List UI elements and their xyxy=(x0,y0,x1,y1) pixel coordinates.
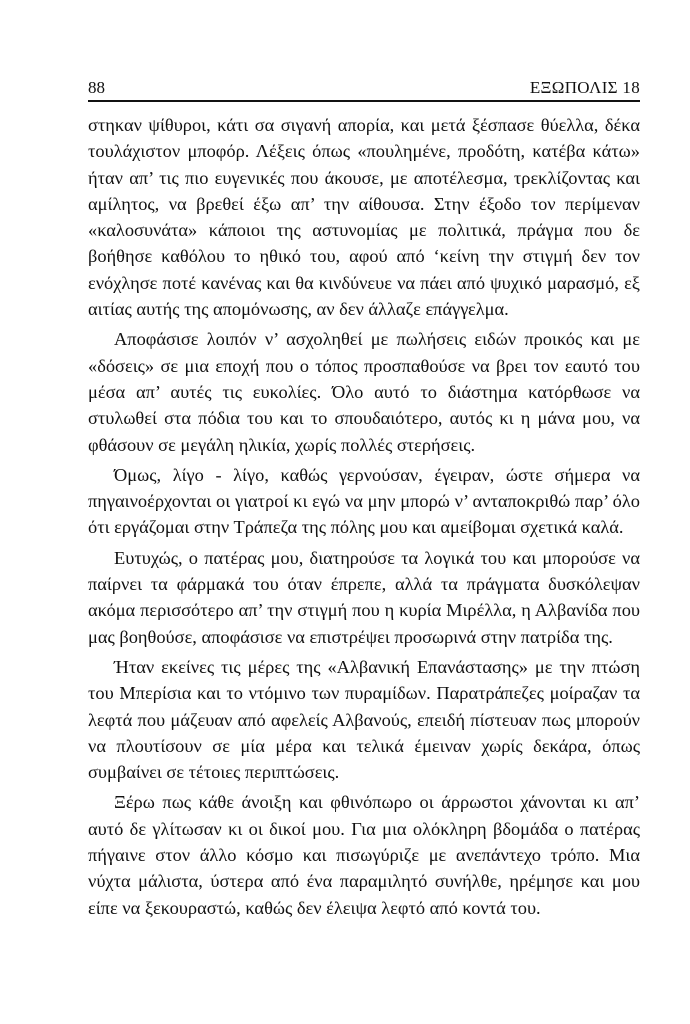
header-rule xyxy=(88,100,640,102)
paragraph: στηκαν ψίθυροι, κάτι σα σιγανή απορία, και μετά ξέσπασε θύελλα, δέκα τουλάχιστον μποφόρ. Λέξεις όπως «πουλημένε, προδότη, κατέβα κάτω» ήταν απ’ τις πιο ευγενικές που άκουσε, με αποτέλεσμα, τρεκλίζοντας και αμίλητος, να βρεθεί έξω απ’ την αίθουσα. Στην έξοδο τον περίμεναν «καλοσυνάτα» κάποιοι της αστυνομίας με πολιτικά, πράγμα που δε βοήθησε καθόλου το ηθικό του, αφού από ‘κείνη την στιγμή δεν τον ενόχλησε ποτέ κανένας και θα κινδύνευε να πάει από ψυχικό μαρασμό, εξ αιτίας αυτής της απομόνωσης, αν δεν άλλαζε επάγγελμα. xyxy=(88,115,640,320)
page-number: 88 xyxy=(88,78,105,97)
body-text xyxy=(88,112,640,925)
paragraph: Αποφάσισε λοιπόν ν’ ασχοληθεί με πωλήσεις ειδών προικός και με «δόσεις» σε μια εποχή που ο τόπος προσπαθούσε να βρει τον εαυτό του μέσα απ’ αυτές τις ευκολίες. Όλο αυτό το διάστημα κατόρθωσε να στυλωθεί στα πόδια του και το σπουδαιότερο, αυτός κι η μάνα μου, να φθάσουν σε μεγάλη ηλικία, χωρίς πολλές στερήσεις. xyxy=(88,329,640,455)
paragraph: Ξέρω πως κάθε άνοιξη και φθινόπωρο οι άρρωστοι χάνονται κι απ’ αυτό δε γλίτωσαν κι οι δικοί μου. Για μια ολόκληρη βδομάδα ο πατέρας πήγαινε στον άλλο κόσμο και πισωγύριζε με ανεπάντεχο τρόπο. Μια νύχτα μάλιστα, ύστερα από ένα παραμιλητό συνήλθε, ηρέμησε και μου είπε να ξεκουραστώ, καθώς δεν έλειψα λεφτό από κοντά του. xyxy=(88,792,640,918)
paragraph: Ευτυχώς, ο πατέρας μου, διατηρούσε τα λογικά του και μπορούσε να παίρνει τα φάρμακά του όταν έπρεπε, αλλά τα πράγματα δυσκόλεψαν ακόμα περισσότερο απ’ την στιγμή που η κυρία Μιρέλλα, η Αλβανίδα που μας βοηθούσε, αποφάσισε να επιστρέψει προσωρινά στην πατρίδα της. xyxy=(88,547,640,647)
running-header xyxy=(88,74,640,100)
paragraph: Ήταν εκείνες τις μέρες της «Αλβανική Επανάστασης» με την πτώση του Μπερίσια και το ντόμινο των πυραμίδων. Παρατράπεζες μοίραζαν τα λεφτά που μάζευαν από αφελείς Αλβανούς, επειδή πίστευαν πως μπορούν να πλουτίσουν σε μία μέρα και τελικά έμειναν χωρίς δεκάρα, όπως συμβαίνει σε τέτοιες περιπτώσεις. xyxy=(88,656,640,783)
journal-title: ΕΞΩΠΟΛΙΣ 18 xyxy=(529,78,640,97)
paragraph: Όμως, λίγο - λίγο, καθώς γερνούσαν, έγειραν, ώστε σήμερα να πηγαινοέρχονται οι γιατροί κι εγώ να μην μπορώ ν’ ανταποκριθώ παρ’ όλο ότι εργάζομαι στην Τράπεζα της πόλης μου και αμείβομαι σχετικά καλά. xyxy=(88,464,640,538)
